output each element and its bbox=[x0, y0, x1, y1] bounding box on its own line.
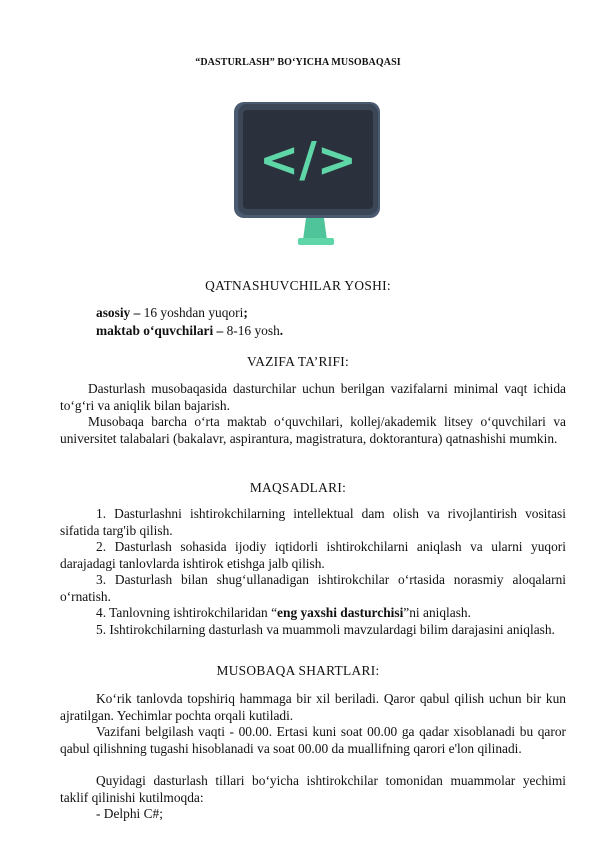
rules-paragraph-4: - Delphi C#; bbox=[96, 806, 163, 821]
goal-item-3: 3. Dasturlash bilan shug‘ullanadigan ishtirokchilar o‘rtasida norasmiy aloqalarni o‘rnatish. bbox=[60, 572, 566, 604]
rules-paragraph-1: Ko‘rik tanlovda topshiriq hammaga bir xil beriladi. Qaror qabul qilish uchun bir kun ajratilgan. Yechimlar pochta orqali kutiladi. bbox=[60, 691, 566, 723]
age-end-school: . bbox=[279, 323, 284, 338]
age-end-main: ; bbox=[243, 305, 248, 320]
rules-heading: MUSOBAQA SHARTLARI: bbox=[216, 663, 380, 678]
goal-4-highlight: eng yaxshi dasturchisi bbox=[277, 605, 404, 620]
goals-heading: MAQSADLARI: bbox=[249, 480, 347, 495]
age-value-school: 8-16 yosh bbox=[223, 323, 280, 338]
code-glyph: </> bbox=[259, 132, 357, 188]
task-heading: VAZIFA TA’RIFI: bbox=[246, 354, 349, 369]
task-paragraph-1: Dasturlash musobaqasida dasturchilar uchun berilgan vazifalarni minimal vaqt ichida to‘g‘ri va aniqlik bilan bajarish. bbox=[60, 381, 566, 413]
rules-paragraph-2: Vazifani belgilash vaqti - 00.00. Ertasi kuni soat 00.00 ga qadar xisoblanadi bu qaror qabul qilishning tugashi hisoblanadi va soat 00.00 da muallifning qarori e'lon qilinadi. bbox=[60, 724, 566, 756]
goal-item-5: 5. Ishtirokchilarning dasturlash va muammoli mavzulardagi bilim darajasini aniqlash. bbox=[96, 622, 555, 637]
age-label-school: maktab o‘quvchilari – bbox=[96, 323, 224, 338]
code-monitor-icon bbox=[228, 100, 382, 252]
age-row-main bbox=[96, 305, 248, 321]
age-heading: QATNASHUVCHILAR YOSHI: bbox=[205, 278, 391, 293]
age-row-school bbox=[96, 323, 283, 339]
age-label-main: asosiy – bbox=[96, 305, 141, 320]
goal-item-4 bbox=[60, 605, 566, 622]
goal-item-2: 2. Dasturlash sohasida ijodiy iqtidorli ishtirokchilarni aniqlash va ularni yuqori darajadagi tanlovlarda ishtirok etishga jalb qilish. bbox=[60, 539, 566, 571]
goal-4-suffix: ”ni aniqlash. bbox=[403, 605, 471, 620]
goal-4-prefix: 4. Tanlovning ishtirokchilaridan “ bbox=[96, 605, 278, 620]
document-title: “DASTURLASH” BO‘YICHA MUSOBAQASI bbox=[195, 57, 401, 68]
task-paragraph-2: Musobaqa barcha o‘rta maktab o‘quvchilari, kollej/akademik litsey o‘quvchilari va universitet talabalari (bakalavr, aspirantura, magistratura, doktorantura) qatnashishi mumkin. bbox=[60, 414, 566, 446]
rules-paragraph-3: Quyidagi dasturlash tillari bo‘yicha ishtirokchilar tomonidan muammolar yechimi taklif qilinishi kutilmoqda: bbox=[60, 773, 566, 805]
goal-item-1: 1. Dasturlashni ishtirokchilarning intellektual dam olish va rivojlantirish vositasi sifatida targ'ib qilish. bbox=[60, 506, 566, 538]
age-value-main: 16 yoshdan yuqori bbox=[140, 305, 244, 320]
